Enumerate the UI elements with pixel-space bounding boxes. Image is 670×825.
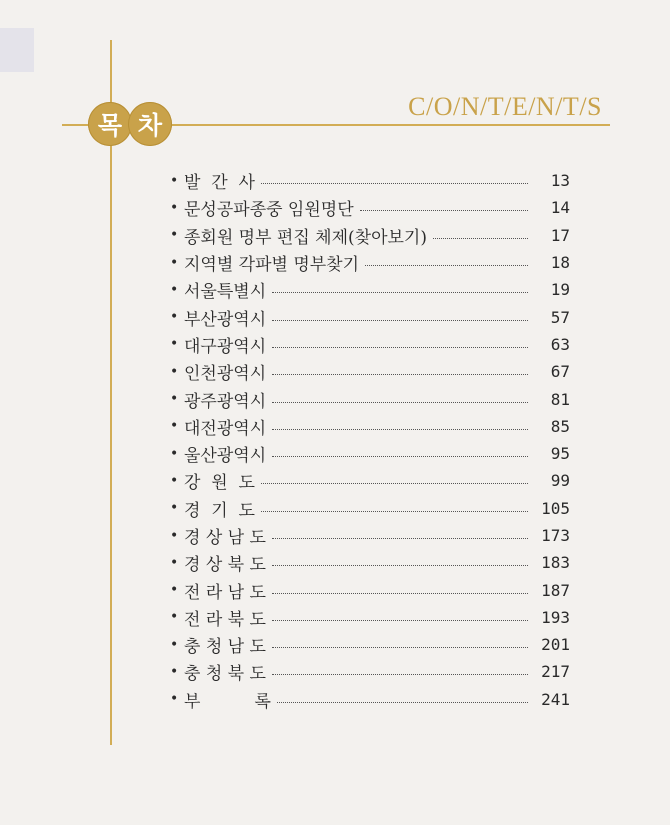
toc-entry[interactable] — [170, 249, 570, 276]
toc-entry-page: 19 — [550, 280, 570, 300]
bullet-icon: • — [170, 227, 179, 244]
toc-entry-label: 경 상 남 도 — [184, 528, 266, 548]
bullet-icon: • — [170, 554, 179, 571]
bullet-icon: • — [170, 636, 179, 653]
bullet-icon: • — [170, 527, 179, 544]
toc-entry[interactable] — [170, 303, 570, 330]
toc-entry-label: 부 록 — [184, 691, 271, 712]
toc-entry[interactable] — [170, 167, 570, 194]
toc-entry[interactable] — [170, 222, 570, 249]
toc-entry-page: 183 — [541, 553, 570, 573]
toc-entry-page: 193 — [541, 607, 570, 627]
toc-entry-page: 14 — [550, 198, 570, 218]
toc-entry[interactable] — [170, 331, 570, 358]
toc-entry[interactable] — [170, 440, 570, 467]
toc-entry[interactable] — [170, 276, 570, 303]
toc-entry-label: 전 라 북 도 — [184, 609, 266, 630]
leader-dots — [272, 620, 528, 621]
leader-dots — [272, 402, 528, 403]
toc-entry[interactable] — [170, 194, 570, 221]
toc-entry[interactable] — [170, 631, 570, 658]
toc-list — [170, 167, 570, 713]
toc-entry[interactable] — [170, 576, 570, 603]
bullet-icon: • — [170, 663, 179, 680]
bleed-through-shape — [0, 28, 34, 72]
toc-entry-label: 경 상 북 도 — [184, 555, 266, 576]
toc-entry-label: 대구광역시 — [184, 336, 267, 357]
toc-entry-page: 201 — [541, 635, 570, 655]
leader-dots — [272, 429, 528, 430]
bullet-icon: • — [170, 199, 179, 216]
toc-entry-page: 63 — [550, 334, 570, 354]
bullet-icon: • — [170, 172, 179, 189]
bullet-icon: • — [170, 363, 179, 380]
leader-dots — [272, 538, 528, 539]
leader-dots — [365, 265, 528, 266]
toc-entry-label: 종회원 명부 편집 체제(찾아보기) — [184, 227, 427, 248]
toc-entry-page: 85 — [550, 416, 570, 436]
leader-dots — [272, 320, 528, 321]
toc-entry-page: 17 — [550, 225, 570, 245]
toc-entry[interactable] — [170, 495, 570, 522]
toc-entry[interactable] — [170, 604, 570, 631]
toc-entry-label: 문성공파종중 임원명단 — [184, 200, 354, 221]
toc-entry-label: 울산광역시 — [184, 446, 267, 467]
toc-entry[interactable] — [170, 686, 570, 713]
toc-entry[interactable] — [170, 522, 570, 549]
toc-entry-page: 241 — [541, 689, 570, 709]
toc-entry[interactable] — [170, 467, 570, 494]
toc-entry-label: 지역별 각파별 명부찾기 — [184, 255, 360, 276]
bullet-icon: • — [170, 609, 179, 626]
toc-entry-page: 57 — [550, 307, 570, 327]
toc-entry-label: 전 라 남 도 — [184, 582, 266, 603]
bullet-icon: • — [170, 418, 179, 435]
leader-dots — [277, 702, 528, 703]
toc-entry-label: 경 기 도 — [184, 500, 255, 521]
bullet-icon: • — [170, 582, 179, 599]
leader-dots — [272, 374, 528, 375]
toc-entry[interactable] — [170, 413, 570, 440]
leader-dots — [272, 647, 528, 648]
bullet-icon: • — [170, 309, 179, 326]
toc-entry-label: 서울특별시 — [184, 282, 267, 303]
toc-entry-label: 충 청 남 도 — [184, 637, 266, 658]
toc-badge — [88, 102, 178, 146]
leader-dots — [272, 593, 528, 594]
toc-entry-label: 발 간 사 — [184, 173, 255, 194]
bullet-icon: • — [170, 336, 179, 353]
leader-dots — [261, 511, 528, 512]
badge-char-2: 차 — [128, 102, 172, 146]
leader-dots — [360, 210, 528, 211]
leader-dots — [272, 456, 528, 457]
bullet-icon: • — [170, 472, 179, 489]
bullet-icon: • — [170, 500, 179, 517]
bullet-icon: • — [170, 281, 179, 298]
toc-entry-label: 강 원 도 — [184, 473, 255, 494]
toc-entry[interactable] — [170, 658, 570, 685]
toc-entry[interactable] — [170, 549, 570, 576]
badge-char-1: 목 — [88, 102, 132, 146]
toc-entry-label: 인천광역시 — [184, 364, 267, 385]
leader-dots — [272, 565, 528, 566]
bullet-icon: • — [170, 691, 179, 708]
leader-dots — [272, 347, 528, 348]
toc-entry-page: 105 — [541, 498, 570, 518]
toc-entry-page: 81 — [550, 389, 570, 409]
contents-title: C/O/N/T/E/N/T/S — [408, 92, 602, 121]
bullet-icon: • — [170, 254, 179, 271]
leader-dots — [261, 483, 528, 484]
toc-entry-label: 광주광역시 — [184, 391, 267, 412]
toc-entry-page: 99 — [550, 471, 570, 491]
toc-entry-page: 95 — [550, 444, 570, 464]
toc-entry-label: 충 청 북 도 — [184, 664, 266, 685]
toc-entry[interactable] — [170, 358, 570, 385]
toc-entry-label: 부산광역시 — [184, 309, 267, 330]
toc-entry-label: 대전광역시 — [184, 418, 267, 439]
bullet-icon: • — [170, 445, 179, 462]
toc-entry-page: 173 — [541, 526, 570, 545]
toc-entry-page: 67 — [550, 362, 570, 382]
toc-entry-page: 217 — [541, 662, 570, 682]
leader-dots — [433, 238, 528, 239]
bullet-icon: • — [170, 391, 179, 408]
leader-dots — [272, 674, 528, 675]
toc-entry-page: 13 — [550, 171, 570, 191]
toc-entry[interactable] — [170, 385, 570, 412]
toc-entry-page: 187 — [541, 580, 570, 600]
leader-dots — [261, 183, 528, 184]
leader-dots — [272, 292, 528, 293]
toc-entry-page: 18 — [550, 253, 570, 273]
